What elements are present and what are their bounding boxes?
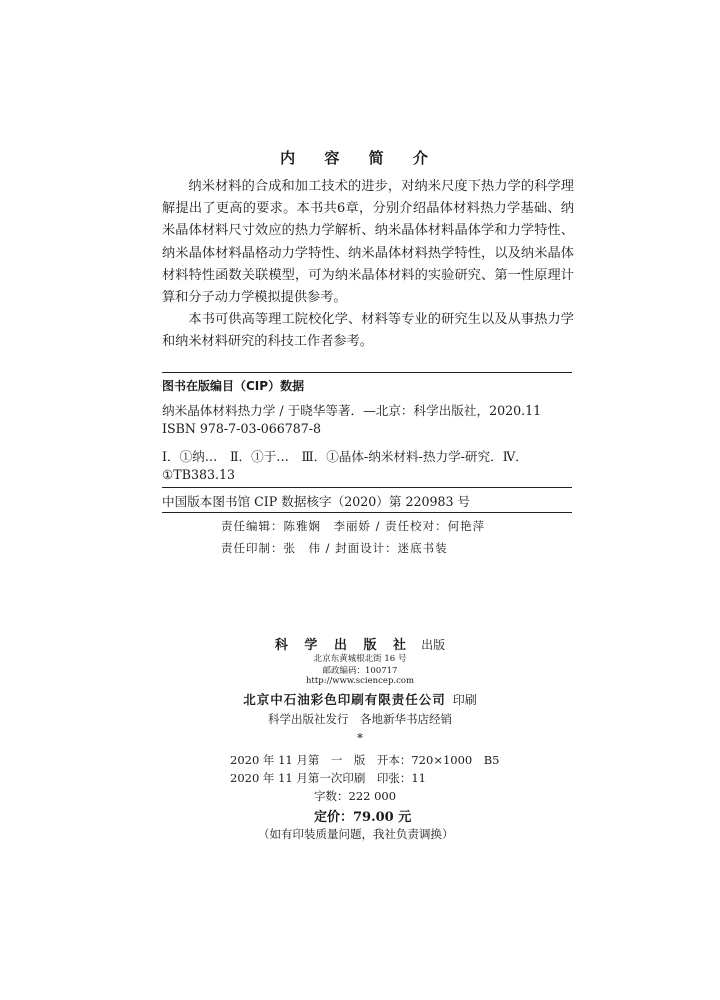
cip-heading: 图书在版编目（CIP）数据: [162, 379, 305, 393]
imprint-edition: 2020 年 11 月第 一 版 开本：720×1000 B5: [230, 753, 500, 767]
cip-middle-rule: [162, 487, 572, 488]
distribution-line: 科学出版社发行 各地新华书店经销: [268, 712, 452, 726]
cip-core-number: 中国版本图书馆 CIP 数据核字（2020）第 220983 号: [162, 494, 471, 509]
publisher-url[interactable]: http://www.sciencep.com: [305, 676, 415, 686]
summary-body: [162, 176, 574, 354]
printer-name: 北京中石油彩色印刷有限责任公司: [243, 692, 446, 707]
credits-production: 责任印制：张 伟 / 封面设计：迷底书装: [221, 541, 448, 555]
cip-bottom-rule: [162, 512, 572, 513]
publisher-postcode: 邮政编码：100717: [322, 666, 398, 676]
summary-title: 内 容 简 介: [280, 149, 440, 167]
summary-paragraph-2: 本书可供高等理工院校化学、材料等专业的研究生以及从事热力学和纳米材料研究的科技工作者参考。: [162, 312, 574, 350]
printer-suffix: 印刷: [452, 693, 477, 707]
imprint-word-count: 字数：222 000: [314, 789, 397, 803]
cip-classification: Ⅰ．①纳… Ⅱ．①于… Ⅲ．①晶体-纳米材料-热力学-研究．Ⅳ．: [162, 449, 528, 464]
cip-top-rule: [162, 372, 572, 373]
separator-star: *: [357, 731, 363, 745]
credits-editors: 责任编辑：陈雅娴 李丽娇 / 责任校对：何艳萍: [221, 519, 486, 533]
publisher-name: 科 学 出 版 社: [274, 638, 412, 653]
publisher-suffix: 出版: [421, 638, 446, 652]
imprint-note: （如有印装质量问题，我社负责调换）: [258, 827, 454, 841]
publisher-address: 北京东黄城根北街 16 号: [313, 654, 407, 664]
cip-class-code: ①TB383.13: [162, 467, 236, 482]
printer-line: [0, 689, 720, 708]
summary-paragraph-1: 纳米材料的合成和加工技术的进步，对纳米尺度下热力学的科学理解提出了更高的要求。本书共6章，分别介绍晶体材料热力学基础、纳米晶体材料尺寸效应的热力学解析、纳米晶体材料晶体学和力学特性、纳米晶体材料晶格动力学特性、纳米晶体材料热学特性，以及纳米晶体材料特性函数关联模型，可为纳米晶体材料的实验研究、第一性原理计算和分子动力学模拟提供参考。: [162, 179, 574, 306]
cip-title-line: 纳米晶体材料热力学 / 于晓华等著．—北京：科学出版社，2020.11: [162, 403, 542, 418]
imprint-printing: 2020 年 11 月第一次印刷 印张：11: [230, 771, 426, 785]
imprint-price: 定价：79.00 元: [314, 810, 412, 825]
cip-isbn: ISBN 978-7-03-066787-8: [162, 421, 322, 436]
publisher-line: [0, 634, 720, 653]
